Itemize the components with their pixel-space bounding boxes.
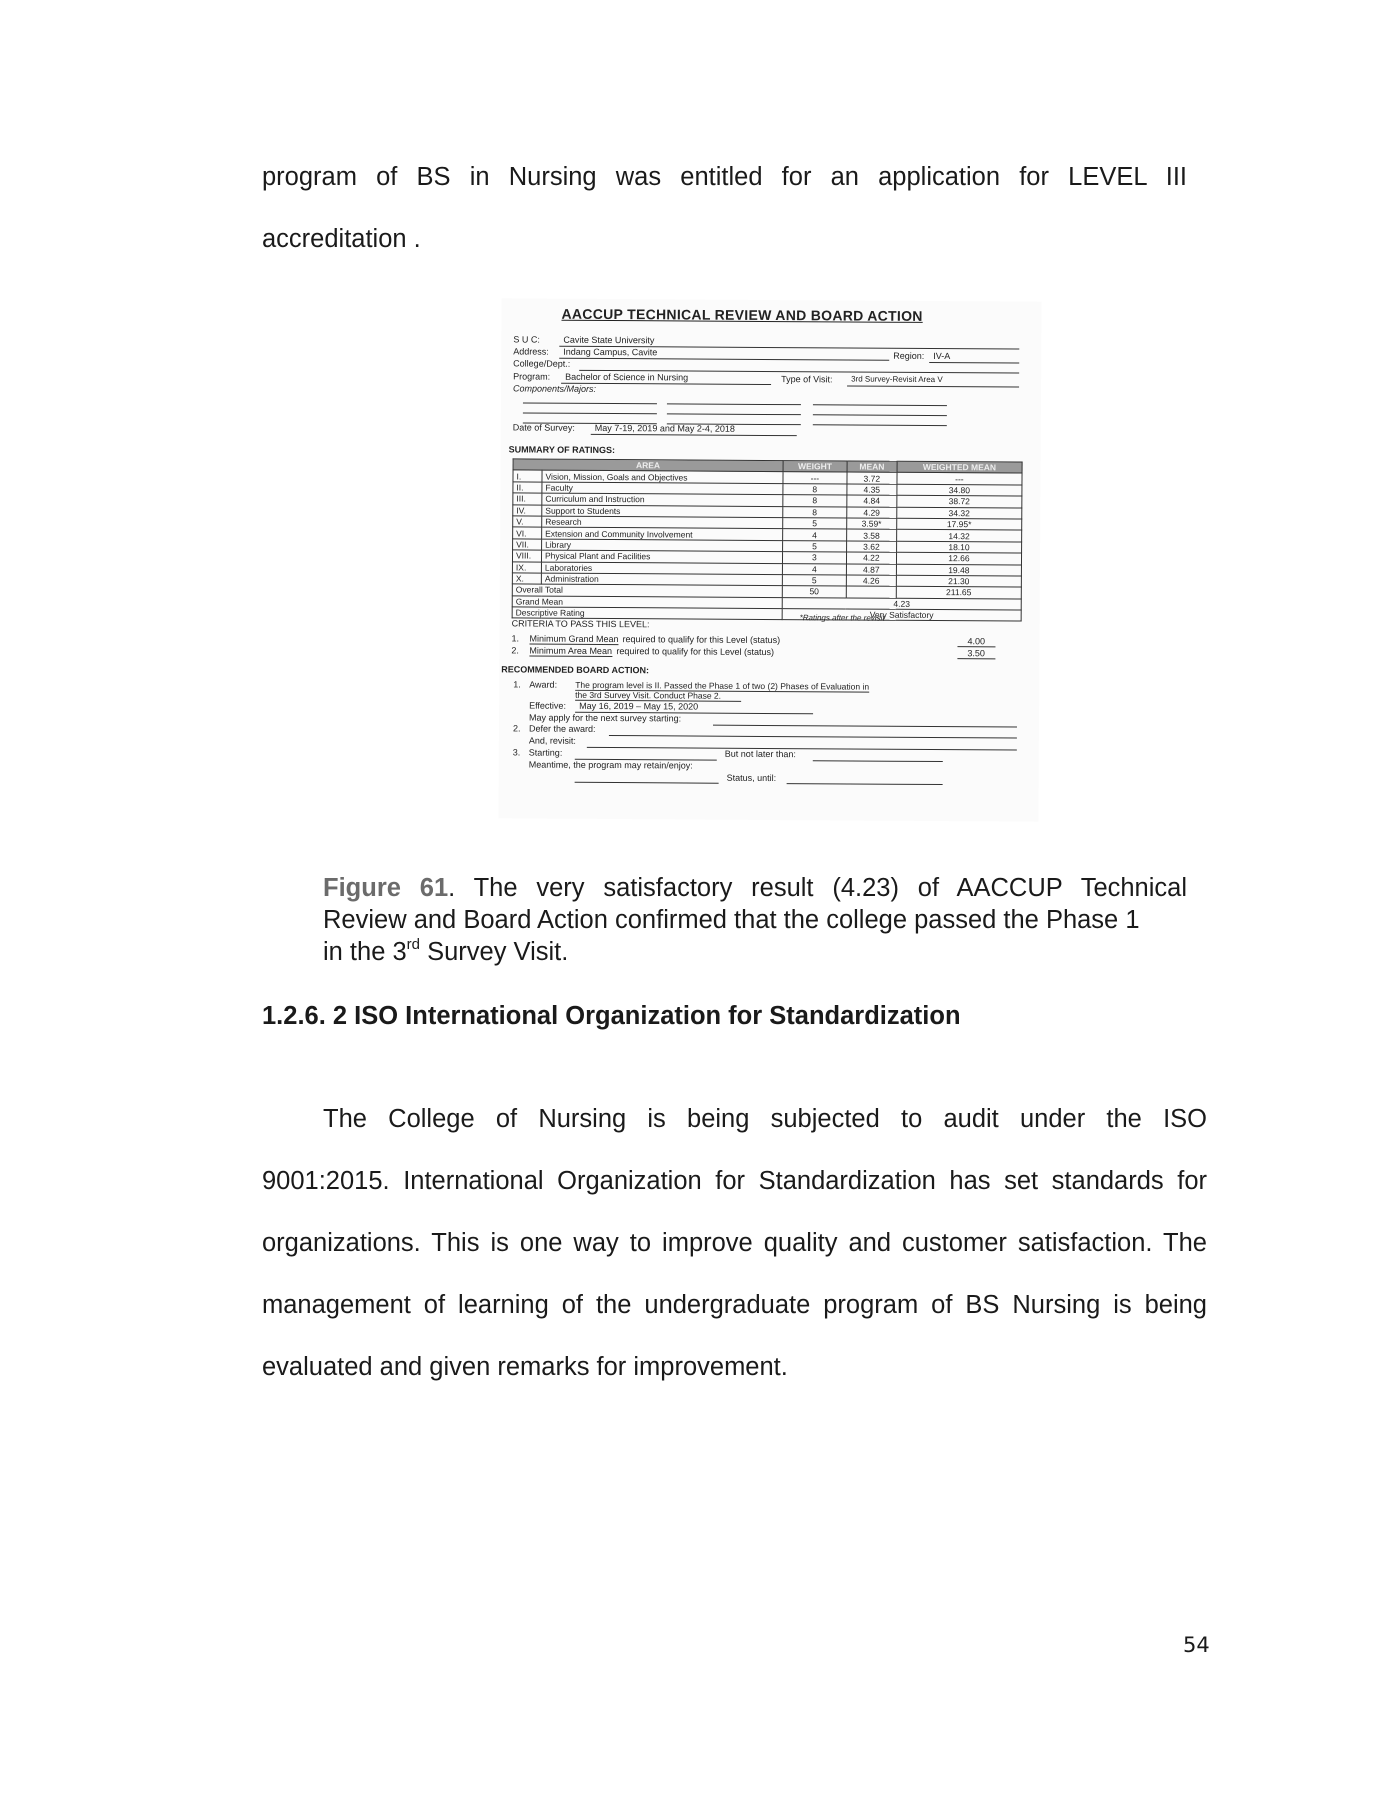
area-number: VIII.	[512, 550, 541, 562]
mean-cell: 4.84	[847, 495, 897, 507]
paragraph-line: accreditation .	[262, 225, 421, 253]
criteria-value: 3.50	[957, 648, 995, 659]
mean-cell: 4.22	[846, 552, 896, 564]
visit-label: Type of Visit:	[781, 374, 833, 385]
caption-text: Review and Board Action confirmed that the college passed the Phase 1	[323, 906, 1140, 934]
underline	[813, 760, 943, 762]
blank-line	[523, 402, 657, 404]
grand-mean-label: Grand Mean	[512, 596, 782, 609]
area-name: Laboratories	[541, 562, 782, 575]
area-name: Faculty	[542, 482, 783, 495]
paragraph-line: evaluated and given remarks for improvement.	[262, 1353, 788, 1381]
components-label: Components/Majors:	[513, 383, 597, 394]
status-label: Status, until:	[726, 772, 777, 784]
award-line: the 3rd Survey Visit. Conduct Phase 2.	[575, 690, 741, 702]
paragraph-line: program of BS in Nursing was entitled for an application for LEVEL III	[262, 163, 1187, 191]
starting-number: 3.	[512, 747, 521, 758]
effective-label: Effective:	[529, 700, 566, 711]
aaccup-form-image	[498, 298, 1041, 821]
caption-text: Survey Visit.	[420, 938, 569, 966]
not-later-label: But not later than:	[724, 748, 796, 760]
weight-cell: 5	[782, 574, 846, 586]
section-heading: 1.2.6. 2 ISO International Organization for Standardization	[262, 1002, 961, 1030]
underline	[587, 747, 1017, 751]
area-name: Administration	[541, 573, 782, 586]
underline	[591, 434, 797, 436]
criteria-text: required to qualify for this Level (status)	[616, 646, 775, 658]
figure-label: Figure 61	[323, 874, 449, 902]
underline	[929, 362, 1019, 364]
award-line: The program level is II. Passed the Phase 1 of two (2) Phases of Evaluation in	[575, 679, 870, 692]
mean-cell: 4.26	[846, 575, 896, 587]
suc-label: S U C:	[513, 334, 540, 345]
program-label: Program:	[513, 371, 551, 382]
underline	[575, 782, 719, 784]
recommended-label: RECOMMENDED BOARD ACTION:	[501, 664, 650, 676]
descriptive-label: Descriptive Rating	[512, 607, 782, 620]
award-label: Award:	[529, 679, 558, 690]
area-name: Curriculum and Instruction	[542, 493, 783, 506]
overall-weight: 50	[782, 586, 846, 598]
weighted-mean-cell: 34.32	[897, 507, 1022, 519]
underline	[713, 725, 1017, 728]
meantime-label: Meantime, the program may retain/enjoy:	[528, 759, 693, 771]
weighted-mean-cell: 34.80	[897, 484, 1022, 496]
descriptive-value: Very Satisfactory	[782, 609, 1021, 622]
weight-cell: 8	[783, 483, 847, 495]
weight-cell: 4	[782, 563, 846, 575]
mean-cell: 4.29	[847, 507, 897, 519]
mean-cell: 3.59*	[847, 518, 897, 530]
weight-cell: 4	[783, 529, 847, 541]
weighted-mean-cell: 12.66	[896, 552, 1021, 564]
overall-label: Overall Total	[512, 584, 782, 597]
address-label: Address:	[513, 346, 549, 357]
mean-cell: 3.62	[846, 541, 896, 553]
underline	[559, 358, 889, 361]
criteria-link: Minimum Area Mean	[529, 645, 613, 657]
weighted-mean-cell: ---	[897, 473, 1022, 485]
apply-label: May apply for the next survey starting:	[529, 712, 682, 724]
summary-label: SUMMARY OF RATINGS:	[508, 444, 616, 456]
area-name: Vision, Mission, Goals and Objectives	[542, 470, 783, 483]
program-value: Bachelor of Science in Nursing	[565, 371, 689, 383]
figure-caption	[323, 872, 1187, 968]
blank-line	[523, 412, 657, 414]
underline	[609, 735, 1017, 738]
header-weight: WEIGHT	[783, 461, 847, 473]
mean-cell: 4.87	[846, 563, 896, 575]
mean-cell: 3.72	[847, 472, 897, 484]
weight-cell: 8	[783, 506, 847, 518]
date-label: Date of Survey:	[512, 422, 575, 433]
suc-value: Cavite State University	[563, 334, 655, 346]
weight-cell: 3	[782, 552, 846, 564]
area-name: Physical Plant and Facilities	[541, 550, 782, 563]
criteria-link: Minimum Grand Mean	[529, 633, 619, 645]
weighted-mean-cell: 19.48	[896, 564, 1021, 576]
header-area: AREA	[513, 459, 783, 472]
ratings-table	[512, 458, 1023, 622]
area-number: IX.	[512, 561, 541, 573]
criteria-number: 2.	[511, 645, 519, 656]
weighted-mean-cell: 14.32	[896, 530, 1021, 542]
region-label: Region:	[893, 350, 925, 361]
area-name: Support to Students	[542, 505, 783, 518]
overall-weighted-mean: 211.65	[896, 587, 1021, 599]
area-number: IV.	[513, 504, 542, 516]
area-number: X.	[512, 573, 541, 585]
header-mean: MEAN	[847, 461, 897, 473]
paragraph-line: The College of Nursing is being subjected to audit under the ISO	[323, 1105, 1207, 1133]
area-number: III.	[513, 493, 542, 505]
paragraph-line: management of learning of the undergraduate program of BS Nursing is being	[262, 1291, 1207, 1319]
region-value: IV-A	[933, 350, 951, 362]
area-number: VII.	[513, 539, 542, 551]
blank-line	[813, 404, 947, 406]
area-number: V.	[513, 516, 542, 528]
criteria-label: CRITERIA TO PASS THIS LEVEL:	[511, 618, 650, 630]
caption-text: in the 3	[323, 938, 407, 966]
underline	[787, 783, 943, 785]
grand-mean-value: 4.23	[782, 597, 1021, 610]
header-weighted-mean: WEIGHTED MEAN	[897, 461, 1022, 473]
weight-cell: 8	[783, 495, 847, 507]
defer-label: Defer the award:	[528, 723, 596, 734]
weight-cell: 5	[783, 518, 847, 530]
criteria-number: 1.	[511, 633, 520, 644]
date-value: May 7-19, 2019 and May 2-4, 2018	[594, 422, 735, 434]
blank-line	[813, 424, 947, 426]
area-name: Extension and Community Involvement	[542, 527, 783, 540]
mean-cell: 3.58	[846, 529, 896, 541]
criteria-text: required to qualify for this Level (status)	[622, 634, 781, 646]
weighted-mean-cell: 21.30	[896, 575, 1021, 587]
ratings-note: *Ratings after the revisit	[799, 613, 885, 623]
blank-line	[667, 403, 801, 405]
area-number: VI.	[513, 527, 542, 539]
weight-cell: 5	[782, 540, 846, 552]
mean-cell: 4.35	[847, 484, 897, 496]
defer-number: 2.	[512, 723, 521, 734]
superscript: rd	[406, 935, 420, 953]
blank-line	[813, 414, 947, 416]
underline	[847, 385, 1019, 387]
area-name: Library	[542, 539, 783, 552]
blank-line	[667, 413, 801, 415]
caption-text: . The very satisfactory result (4.23) of AACCUP Technical	[448, 874, 1187, 902]
weighted-mean-cell: 18.10	[896, 541, 1021, 553]
page-number: 54	[1183, 1633, 1210, 1657]
address-value: Indang Campus, Cavite	[563, 346, 658, 358]
area-name: Research	[542, 516, 783, 529]
area-number: I.	[513, 470, 542, 482]
paragraph-line: organizations. This is one way to improve quality and customer satisfaction. The	[262, 1229, 1207, 1257]
award-number: 1.	[513, 679, 521, 690]
effective-value: May 16, 2019 – May 15, 2020	[579, 700, 699, 712]
starting-label: Starting:	[528, 747, 563, 758]
weighted-mean-cell: 38.72	[897, 495, 1022, 507]
criteria-value: 4.00	[957, 636, 995, 647]
visit-value: 3rd Survey-Revisit Area V	[851, 374, 943, 385]
weight-cell: ---	[783, 472, 847, 484]
paragraph-line: 9001:2015. International Organization for Standardization has set standards for	[262, 1167, 1207, 1195]
college-label: College/Dept.:	[513, 358, 571, 369]
weighted-mean-cell: 17.95*	[897, 518, 1022, 530]
revisit-label: And, revisit:	[528, 735, 576, 746]
area-number: II.	[513, 482, 542, 494]
form-title: AACCUP TECHNICAL REVIEW AND BOARD ACTION	[561, 305, 923, 324]
